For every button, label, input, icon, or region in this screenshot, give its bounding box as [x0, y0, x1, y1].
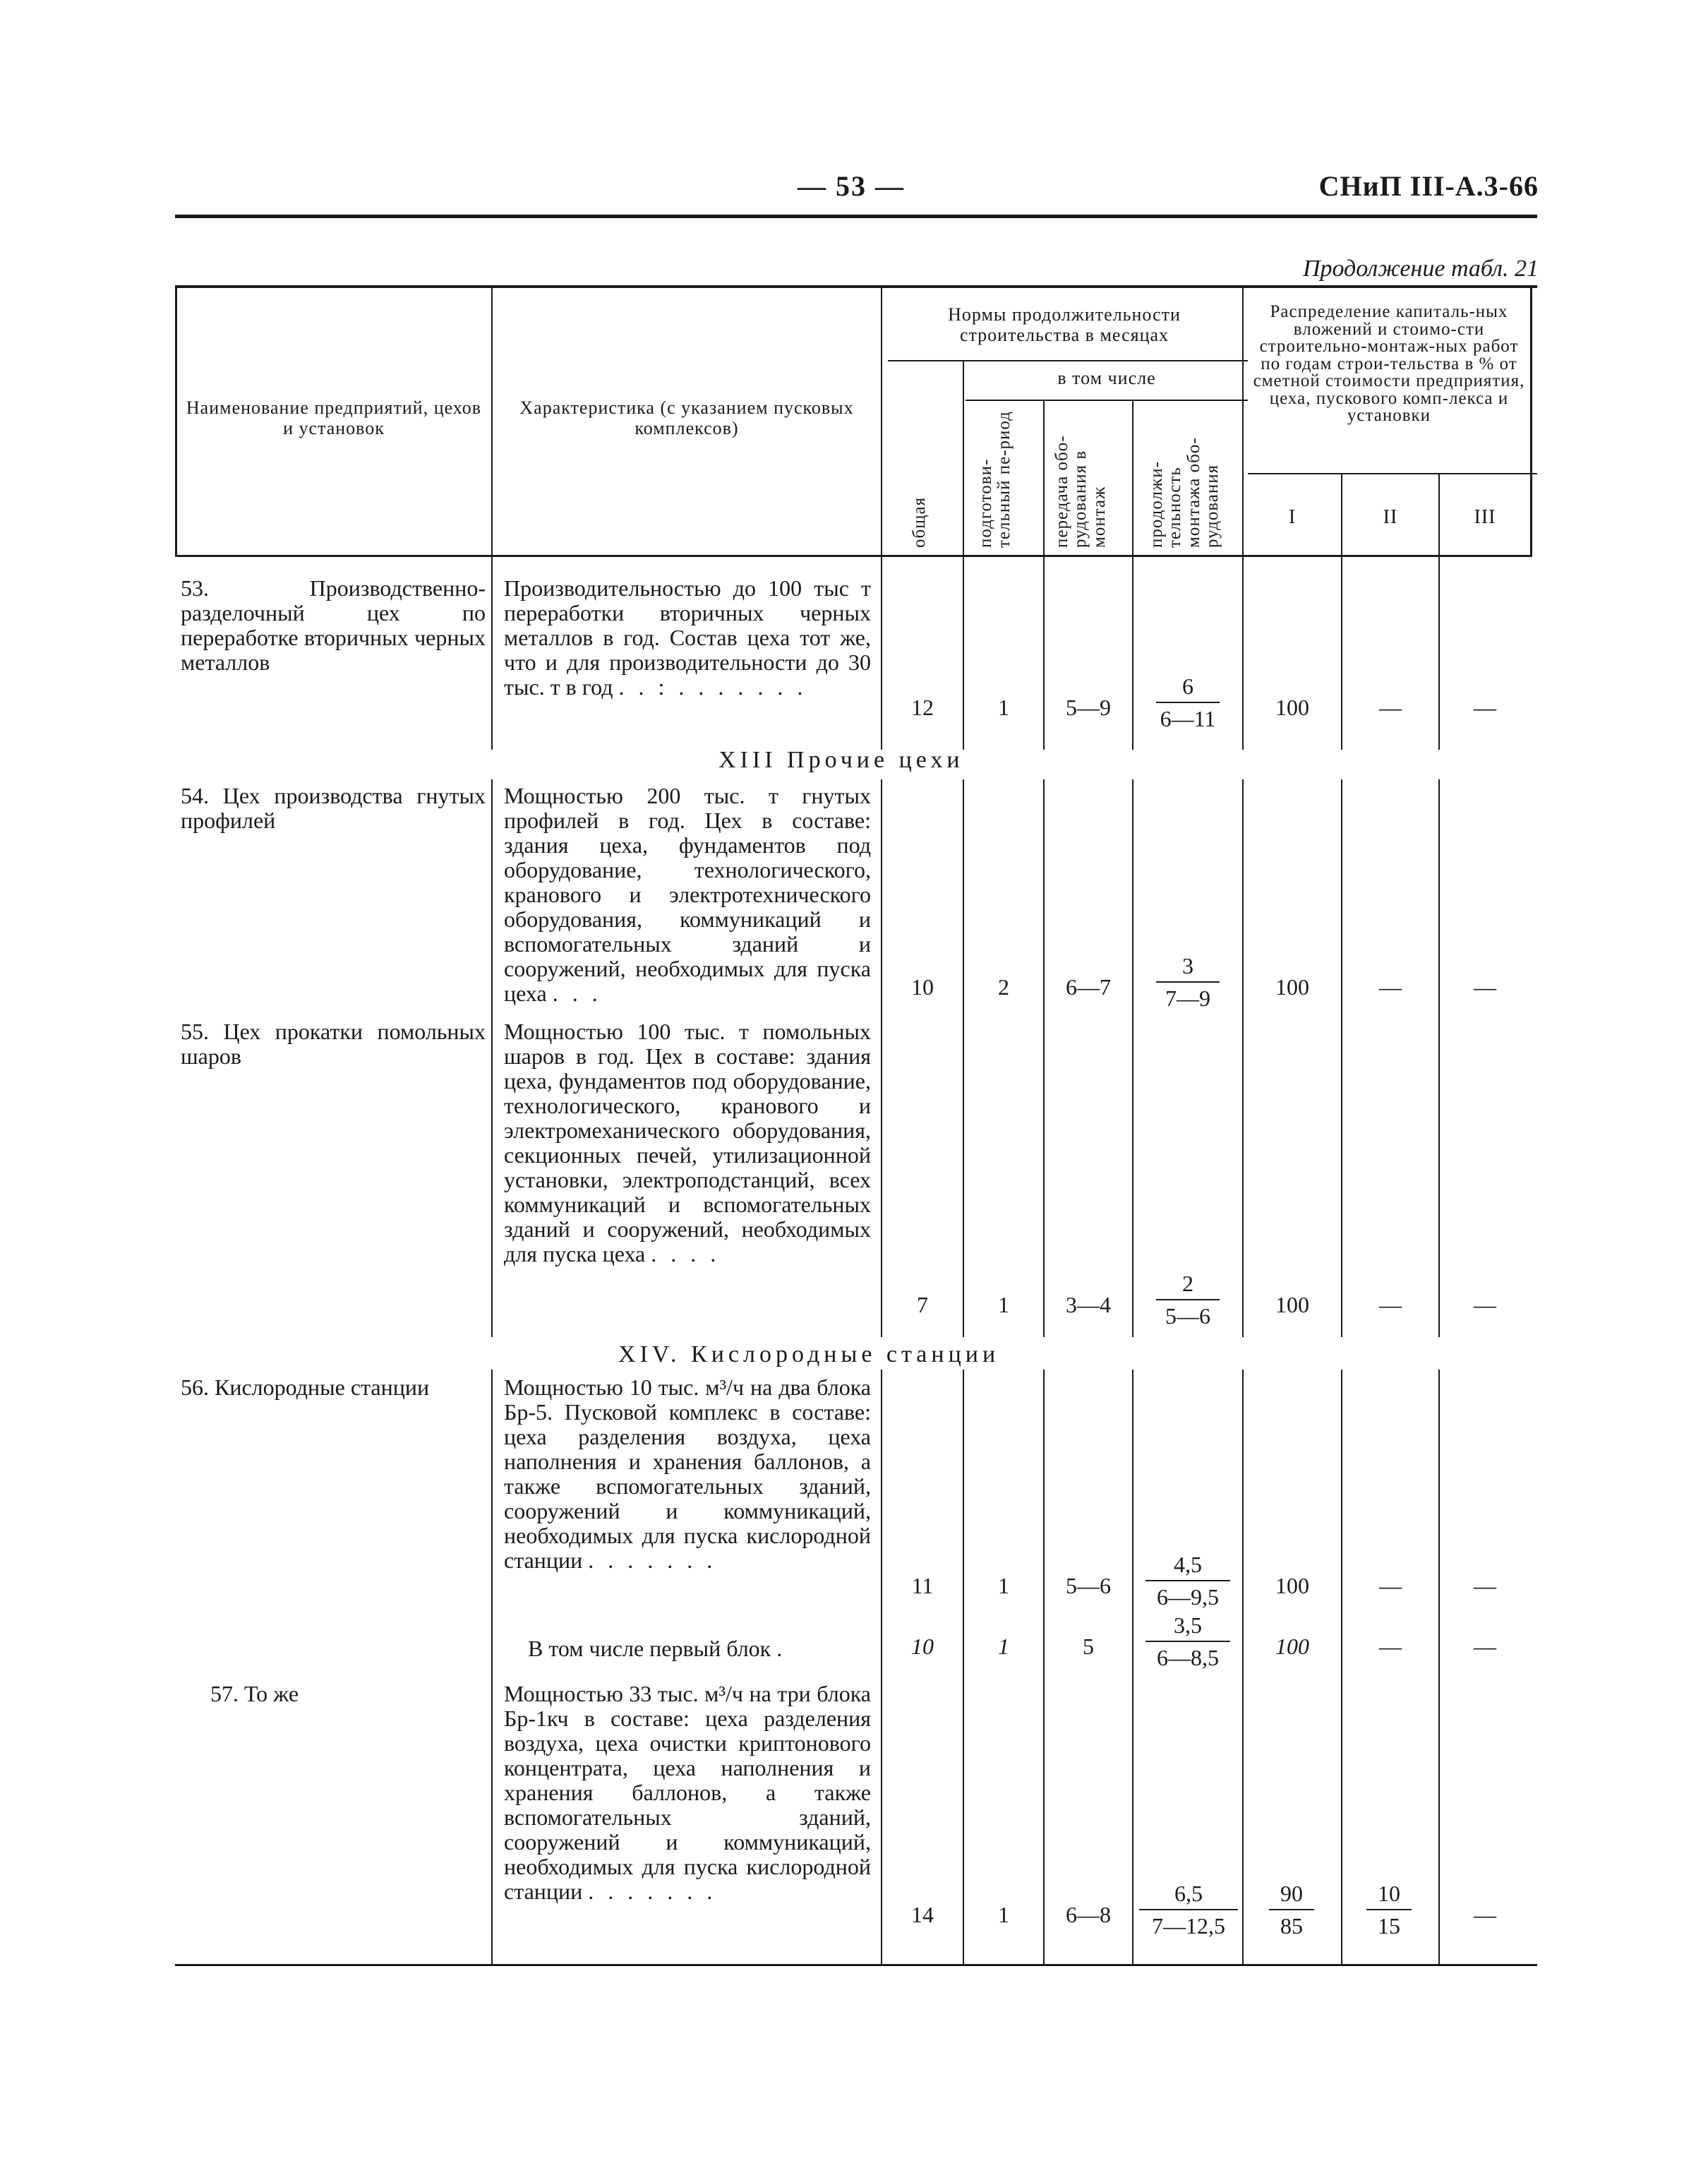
norms-table [175, 285, 1537, 1976]
vrule [1242, 1370, 1244, 1964]
row-53-duration-top: 6 [1182, 673, 1193, 699]
page-number: — 53 — [798, 170, 905, 202]
row-56b-year-2: — [1379, 1634, 1402, 1659]
table-top-rule [175, 285, 1537, 288]
row-53-duration [1142, 673, 1234, 731]
row-55-year-2: — [1379, 1292, 1402, 1317]
norms-sub-rule [888, 360, 1248, 361]
row-55-duration [1142, 1271, 1234, 1329]
section-title-xiv: XIV. Кислородные станции [618, 1341, 1000, 1367]
vrule [1132, 1370, 1133, 1964]
row-54-name: 54. Цех производства гнутых профилей [181, 783, 486, 833]
vrule [1043, 1370, 1045, 1964]
row-53-name: 53. Производственно-разделочный цех по переработке вторичных черных металлов [181, 575, 486, 675]
row-57-year-1-top: 90 [1280, 1881, 1303, 1906]
row-54-year-2: — [1379, 974, 1402, 1000]
vrule [881, 285, 882, 557]
col-header-year-2: II [1383, 506, 1398, 528]
row-56-prep: 1 [998, 1573, 1009, 1598]
row-57-transfer: 6—8 [1066, 1902, 1111, 1927]
row-54-year-1: 100 [1275, 974, 1309, 1000]
row-53-year-1: 100 [1275, 695, 1309, 720]
row-54-characteristic: Мощностью 200 тыс. т гнутых профилей в год. Цех в составе: здания цеха, фундаментов под оборудование, технологического, кранового и электротехнического оборудования, коммуникаций и вспомогательных зданий и сооружений, необходимых для пуска цеха . . . [504, 783, 871, 1006]
fraction-bar [1139, 1909, 1238, 1910]
row-55-prep: 1 [998, 1292, 1009, 1317]
row-55-characteristic: Мощностью 100 тыс. т помольных шаров в год. Цех в составе: здания цеха, фундаментов под оборудование, технологического, кранового и электромеханического оборудования, секционных печей, утилизационной установки, электроподстанций, всех коммуникаций и вспомогательных зданий и сооружений, необходимых для пуска цеха . . . . [504, 1019, 871, 1266]
row-56b-prep: 1 [998, 1634, 1009, 1659]
vrule [1438, 1370, 1440, 1964]
row-53-year-2: — [1379, 695, 1402, 720]
vrule [1132, 400, 1133, 557]
row-57-duration-top: 6,5 [1174, 1881, 1203, 1906]
col-header-prep-period: подготови-тельный пе-риод [976, 411, 1014, 548]
col-header-name: Наименование предприятий, цехов и установок [186, 397, 482, 438]
row-55-total: 7 [917, 1292, 928, 1317]
vrule [491, 285, 493, 557]
row-53-duration-bottom: 6—11 [1160, 706, 1216, 731]
row-55-duration-bottom: 5—6 [1165, 1303, 1210, 1329]
row-57-total: 14 [911, 1902, 934, 1927]
vrule [963, 779, 964, 1337]
fraction-bar [1366, 1909, 1412, 1910]
col-header-year-3: III [1474, 506, 1496, 528]
row-56-duration-bottom: 6—9,5 [1157, 1584, 1219, 1610]
vrule [491, 779, 493, 1337]
row-54-transfer: 6—7 [1066, 974, 1111, 1000]
vrule [491, 557, 493, 750]
row-56-year-2: — [1379, 1573, 1402, 1598]
row-55-year-3: — [1474, 1292, 1496, 1317]
vrule [1132, 557, 1133, 750]
fraction-bar [1156, 981, 1220, 983]
fraction-bar [1145, 1580, 1230, 1581]
row-56b-transfer: 5 [1083, 1634, 1094, 1659]
vrule [963, 557, 964, 750]
vrule [881, 779, 882, 1337]
row-57-year-2-bottom: 15 [1378, 1913, 1400, 1939]
row-55-duration-top: 2 [1182, 1271, 1193, 1296]
vrule [1341, 557, 1342, 750]
row-57-year-1-bottom: 85 [1280, 1913, 1303, 1939]
vrule [1242, 557, 1244, 750]
row-57-duration [1135, 1881, 1242, 1939]
row-56-total: 11 [911, 1573, 934, 1598]
row-53-year-3: — [1474, 695, 1496, 720]
row-57-prep: 1 [998, 1902, 1009, 1927]
col-header-including: в том числе [1057, 368, 1156, 388]
row-56-duration [1136, 1552, 1239, 1610]
row-53-transfer: 5—9 [1066, 695, 1111, 720]
col-header-total: общая [910, 496, 929, 548]
header-bottom-rule [175, 555, 1530, 557]
col-header-distribution: Распределение капиталь-ных вложений и стоимо-сти строительно-монтаж-ных работ по годам строи-тельства в % от сметной стоимости предприятия, цеха, пускового комп-лекса и установки [1253, 302, 1525, 425]
row-57-name: 57. То же [210, 1681, 299, 1706]
row-56-duration-top: 4,5 [1174, 1552, 1202, 1577]
distrib-sub-rule [1248, 473, 1537, 474]
vrule [963, 360, 964, 557]
vrule [1530, 285, 1532, 557]
row-56b-duration-top: 3,5 [1174, 1612, 1202, 1638]
vrule [1242, 779, 1244, 1337]
row-55-name: 55. Цех прокатки помольных шаров [181, 1019, 486, 1069]
row-54-duration-bottom: 7—9 [1165, 986, 1210, 1011]
row-54-prep: 2 [998, 974, 1009, 1000]
row-56-transfer: 5—6 [1066, 1573, 1111, 1598]
row-54-total: 10 [911, 974, 934, 1000]
vrule [881, 1370, 882, 1964]
vrule [1043, 557, 1045, 750]
vrule [491, 1370, 493, 1964]
col-header-year-1: I [1288, 506, 1297, 528]
row-57-duration-bottom: 7—12,5 [1152, 1913, 1225, 1939]
row-56b-duration-bottom: 6—8,5 [1157, 1645, 1219, 1670]
row-57-year-1 [1252, 1881, 1331, 1939]
col-header-mount-duration: продолжи-тельность монтажа обо-рудования [1147, 437, 1222, 548]
section-title-xiii: XIII Прочие цехи [718, 747, 964, 773]
vrule [963, 1370, 964, 1964]
row-53-prep: 1 [998, 695, 1009, 720]
fraction-bar [1156, 1299, 1220, 1300]
vrule [1043, 400, 1045, 557]
row-56-year-3: — [1474, 1573, 1496, 1598]
row-56-name: 56. Кислородные станции [181, 1375, 430, 1400]
vrule [1132, 779, 1133, 1337]
row-56b-duration [1136, 1612, 1239, 1670]
row-56b-total: 10 [911, 1634, 934, 1659]
header-rule [175, 215, 1537, 218]
row-55-transfer: 3—4 [1066, 1292, 1111, 1317]
row-57-year-2 [1349, 1881, 1429, 1939]
row-54-duration-top: 3 [1182, 953, 1193, 978]
row-57-year-3: — [1474, 1902, 1496, 1927]
row-56-year-1: 100 [1275, 1573, 1309, 1598]
col-header-transfer: передача обо-рудования в монтаж [1052, 435, 1109, 548]
row-53-total: 12 [911, 695, 934, 720]
vrule [881, 557, 882, 750]
fraction-bar [1156, 702, 1220, 703]
row-56-characteristic: Мощностью 10 тыс. м³/ч на два блока Бр-5. Пусковой комплекс в составе: цеха разделения воздуха, цеха наполнения и хранения баллонов, а также вспомогательных зданий, сооружений и коммуникаций, необходимых для пуска кислородной станции . . . . . . . [504, 1375, 871, 1573]
vrule [1341, 779, 1342, 1337]
row-53-characteristic: Производительностью до 100 тыс т переработки вторичных черных металлов в год. Состав цеха тот же, что и для производительности до 30 тыс. т в год . . : . . . . . . . [504, 575, 871, 700]
row-57-year-2-top: 10 [1378, 1881, 1400, 1906]
vrule [175, 285, 177, 557]
vrule [1438, 557, 1440, 750]
fraction-bar [1145, 1641, 1230, 1642]
fraction-bar [1269, 1909, 1314, 1910]
page-header [0, 0, 1708, 282]
table-bottom-rule [175, 1964, 1537, 1966]
row-55-year-1: 100 [1275, 1292, 1309, 1317]
vrule [1341, 1370, 1342, 1964]
row-57-characteristic: Мощностью 33 тыс. м³/ч на три блока Бр-1кч в составе: цеха разделения воздуха, цеха очистки криптонового концентрата, цеха наполнения и хранения баллонов, а также вспомогательных зданий, сооружений и коммуникаций, необходимых для пуска кислородной станции . . . . . . . [504, 1681, 871, 1904]
row-56b-characteristic: В том числе первый блок . [528, 1636, 787, 1661]
row-56b-year-3: — [1474, 1634, 1496, 1659]
col-header-norms: Нормы продолжительности строительства в месяцах [948, 304, 1181, 345]
vrule [1438, 779, 1440, 1337]
vrule [1043, 779, 1045, 1337]
row-56b-year-1: 100 [1275, 1634, 1309, 1659]
row-54-duration [1142, 953, 1234, 1011]
table-continuation-label: Продолжение табл. 21 [1302, 256, 1539, 282]
document-code: СНиП III-А.3-66 [1318, 170, 1539, 202]
row-54-year-3: — [1474, 974, 1496, 1000]
col-header-characteristic: Характеристика (с указанием пусковых комплексов) [519, 397, 854, 438]
